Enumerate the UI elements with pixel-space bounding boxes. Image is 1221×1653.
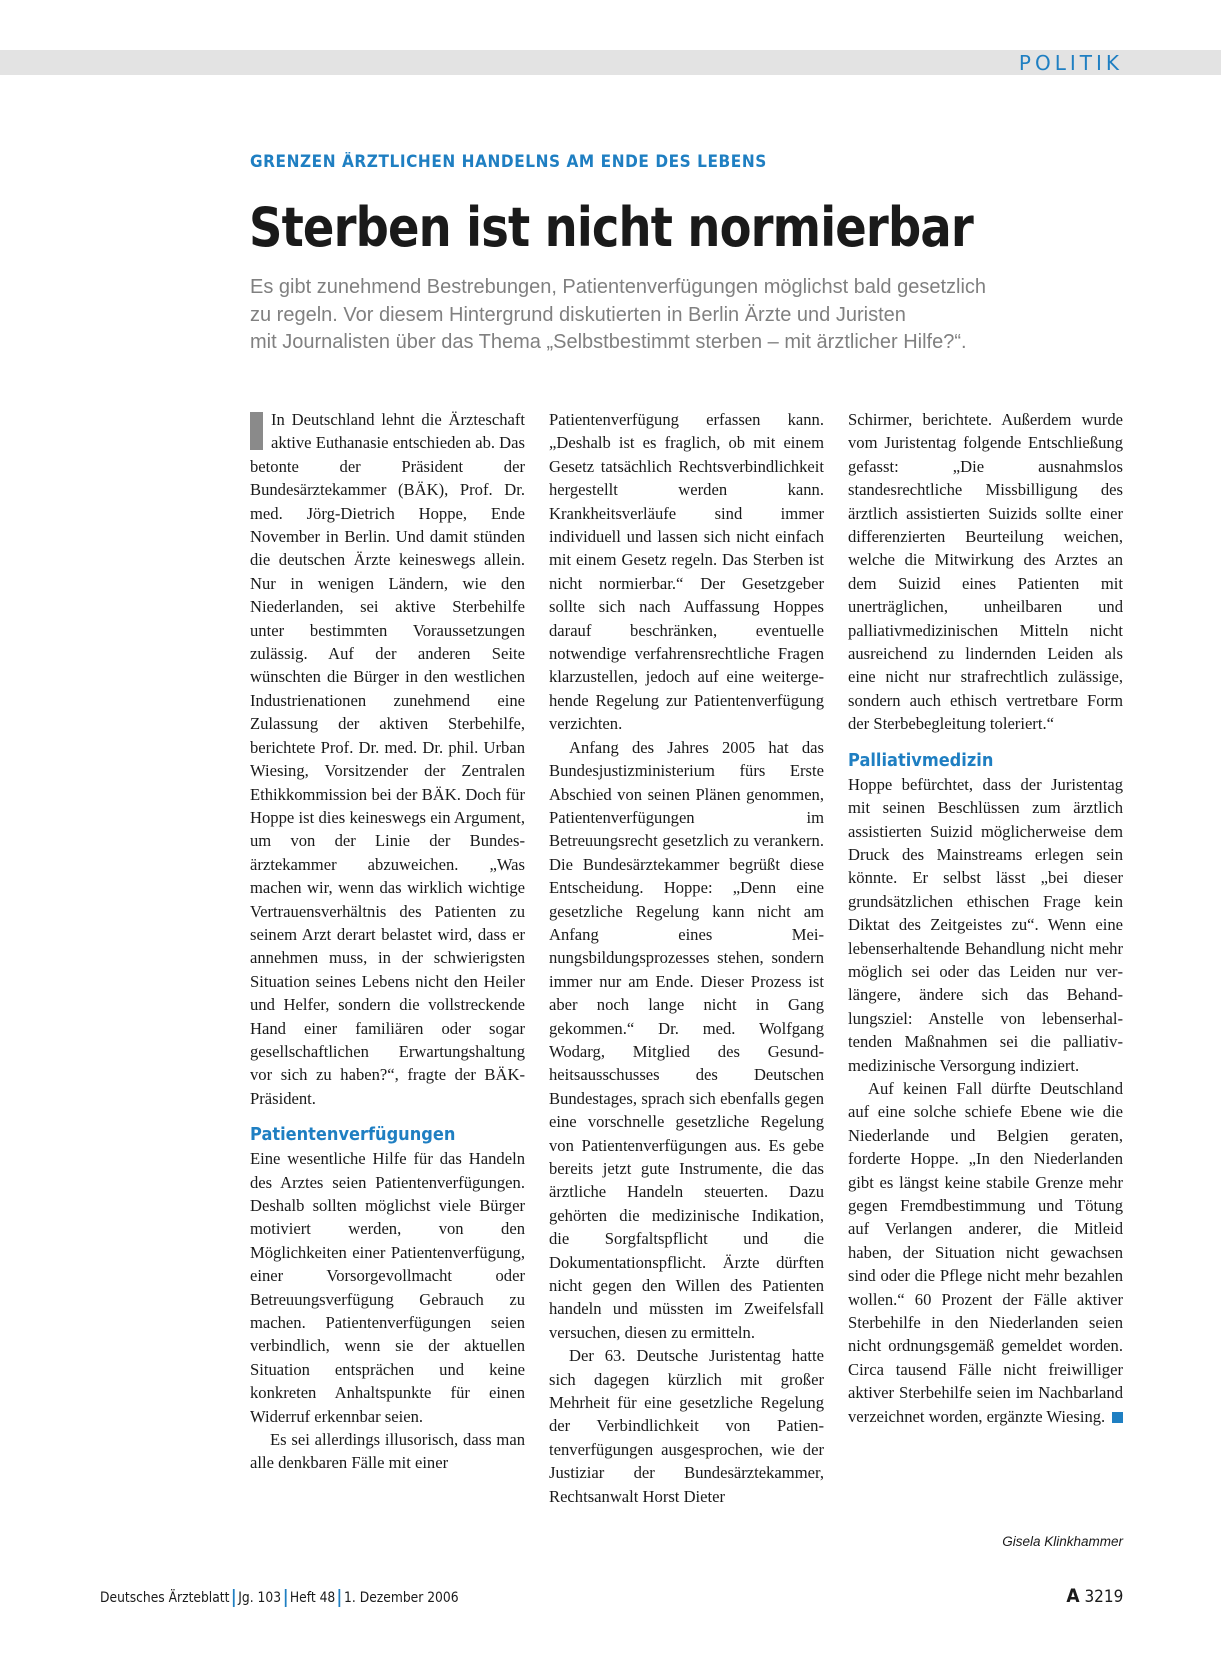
- page-number-value: 3219: [1084, 1587, 1123, 1607]
- paragraph: Der 63. Deutsche Juristentag hatte sich dagegen kürzlich mit großer Mehrheit für eine gesetzliche Regelung der Verbindlichkeit von Patientenverfügungen ausgesprochen, wie der Justiziar der Bundesärztekammer, Rechtsanwalt Horst Dieter: [549, 1346, 824, 1506]
- subheading-patientenverfuegungen: Patientenverfügungen: [250, 1124, 456, 1146]
- lead-line: mit Journalisten über das Thema „Selbstbestimmt sterben – mit ärztlicher Hilfe?“.: [250, 331, 967, 353]
- paragraph-text: Auf keinen Fall dürfte Deutschland auf eine solche schiefe Ebene wie die Niederlande und Belgien geraten, forderte Hoppe. „In den Niederlanden gibt es längst keine stabile Grenze mehr gegen Fremdbestimmung und Tötung auf Verlangen anderer, die Mitleid haben, der Situation nicht gewachsen sind oder die Pflege nicht mehr bezahlen wollen.“ 60 Prozent der Fälle aktiver Sterbehilfe in den Niederlanden seien nicht ordnungsgemäß gemeldet worden. Circa tausend Fälle nicht freiwilliger aktiver Sterbehilfe seien im Nachbarland verzeichnet worden, ergänzte Wiesing.: [848, 1078, 1123, 1426]
- paragraph: Hoppe befürchtet, dass der Juristentag mit seinen Beschlüssen zum ärztlich assistierten Suizid möglicherweise dem Druck des Mainstreams erlegen sein könnte. Er selbst lässt „bei dieser grundsätzlichen ethischen Frage kein Diktat des Zeitgeistes zu“. Wenn eine lebenserhaltende Behandlung nicht mehr möglich sei oder das Leiden nur verlängere, ändere sich das Behandlungsziel: Anstelle von lebenserhaltenden Maßnahmen sei die palliativmedizinische Versorgung indiziert.: [848, 774, 1123, 1075]
- issue: Heft 48: [289, 1590, 336, 1606]
- issue-date: 1. Dezember 2006: [344, 1590, 459, 1606]
- lead-line: zu regeln. Vor diesem Hintergrund diskutierten in Berlin Ärzte und Juristen: [250, 303, 906, 326]
- end-mark-icon: [1112, 1412, 1123, 1423]
- paragraph: Anfang des Jahres 2005 hat das Bundesjustizministerium fürs Erste Abschied von seinen Plänen genommen, Patientenverfügungen im Betreuungsrecht gesetzlich zu verankern. Die Bundesärztekammer begrüßt diese Entscheidung. Hoppe: „Denn eine gesetzliche Regelung kann nicht am Anfang eines Meinungsbildungsprozesses stehen, sondern immer nur am Ende. Dieser Prozess ist aber noch lange nicht in Gang gekommen.“ Dr. med. Wolfgang Wodarg, Mitglied des Gesundheitsausschusses des Deutschen Bundestages, sprach sich ebenfalls gegen eine vorschnelle gesetzliche Regelung von Patientenverfügungen aus. Es gebe bereits jetzt gute Instrumente, die das ärztliche Handeln steuerten. Dazu gehörten die medizinische Indikation, die Sorgfaltspflicht und die Dokumentationspflicht. Ärzte dürften nicht gegen den Willen des Patienten handeln und müssten im Zweifelsfall versuchen, diesen zu ermitteln.: [549, 737, 824, 1342]
- subheading-palliativmedizin: Palliativmedizin: [848, 749, 994, 771]
- journal-name: Deutsches Ärzteblatt: [100, 1590, 230, 1606]
- lead-line: Es gibt zunehmend Bestrebungen, Patientenverfügungen möglichst bald gesetzlich: [250, 276, 987, 298]
- paragraph: Patientenverfügung erfassen kann. „Deshalb ist es fraglich, ob mit einem Gesetz tatsächlich Rechtsverbindlichkeit hergestellt werden kann. Krankheitsverläufe sind immer individuell und lassen sich nicht einfach mit einem Gesetz regeln. Das Sterben ist nicht normierbar.“ Der Gesetzgeber sollte sich nach Auffassung Hoppes darauf beschränken, eventuelle notwendige verfahrensrechtliche Fragen klarzustellen, jedoch auf eine weitergehende Regelung zur Patientenverfügung verzichten.: [549, 410, 824, 734]
- drop-cap-bar: [250, 412, 263, 450]
- paragraph: Es sei allerdings illusorisch, dass man alle denkbaren Fälle mit einer: [250, 1430, 525, 1473]
- article-lead: [250, 274, 1130, 357]
- footer-citation: [100, 1586, 459, 1610]
- separator: [339, 1589, 341, 1607]
- text-column-2: [549, 408, 824, 1508]
- page-number: [1066, 1583, 1123, 1609]
- text-column-3: [848, 408, 1123, 1428]
- page-prefix: A: [1065, 1585, 1080, 1607]
- volume: Jg. 103: [238, 1590, 282, 1606]
- separator: [233, 1589, 235, 1607]
- separator: [285, 1589, 287, 1607]
- section-label: POLITIK: [1018, 51, 1123, 75]
- author-credit: Gisela Klinkhammer: [1002, 1534, 1123, 1549]
- paragraph-last: [848, 1077, 1123, 1428]
- paragraph: Eine wesentliche Hilfe für das Handeln des Arztes seien Patientenverfügungen. Deshalb sollten möglichst viele Bürger motiviert werden, von den Möglichkeiten einer Patientenverfügung, einer Vorsorgevollmacht oder Betreuungsverfügung Gebrauch zu machen. Patientenverfügungen seien verbindlich, wenn sie der aktuellen Situation entsprächen und keine konkreten Anhaltspunkte für einen Widerruf erkennbar seien.: [250, 1149, 525, 1426]
- article-title: Sterben ist nicht normierbar: [249, 196, 973, 259]
- paragraph: In Deutschland lehnt die Ärzteschaft aktive Euthanasie entschieden ab. Das betonte der Präsident der Bundesärztekammer (BÄK), Prof. Dr. med. Jörg-Dietrich Hoppe, Ende November in Berlin. Und damit stünden die deutschen Ärzte keineswegs allein. Nur in wenigen Ländern, wie den Niederlanden, sei aktive Sterbehilfe unter bestimmten Voraussetzungen zulässig. Auf der anderen Seite wünschten die Bürger in den westlichen Industrienationen zunehmend eine Zulassung der aktiven Sterbehilfe, berichtete Prof. Dr. med. Dr. phil. Urban Wiesing, Vorsitzender der Zentralen Ethikkommission bei der BÄK. Doch für Hoppe ist dies keineswegs ein Argument, um von der Linie der Bundesärztekammer abzuweichen. „Was machen wir, wenn das wirklich wichtige Vertrauensverhältnis des Patienten zu seinem Arzt derart belastet wird, dass er annehmen muss, in der schwierigsten Situation seines Lebens nicht den Heiler und Helfer, sondern die vollstreckende Hand einer familiären oder sogar gesellschaftlichen Erwartungshaltung vor sich zu haben?“, fragte der BÄK-Präsident.: [250, 410, 525, 1108]
- text-column-1: [250, 408, 525, 1475]
- paragraph: Schirmer, berichtete. Außerdem wurde vom Juristentag folgende Entschließung gefasst: „Die ausnahmslos standesrechtliche Missbilligung des ärztlich assistierten Suizids sollte einer differenzierten Beurteilung weichen, welche die Mitwirkung des Arztes an dem Suizid eines Patienten mit unerträglichen, unheilbaren und palliativmedizinischen Mitteln nicht ausreichend zu lindernden Leiden als eine nicht nur strafrechtlich zulässige, sondern auch ethisch vertretbare Form der Sterbebegleitung toleriert.“: [848, 410, 1123, 734]
- article-kicker: GRENZEN ÄRZTLICHEN HANDELNS AM ENDE DES LEBENS: [250, 152, 767, 171]
